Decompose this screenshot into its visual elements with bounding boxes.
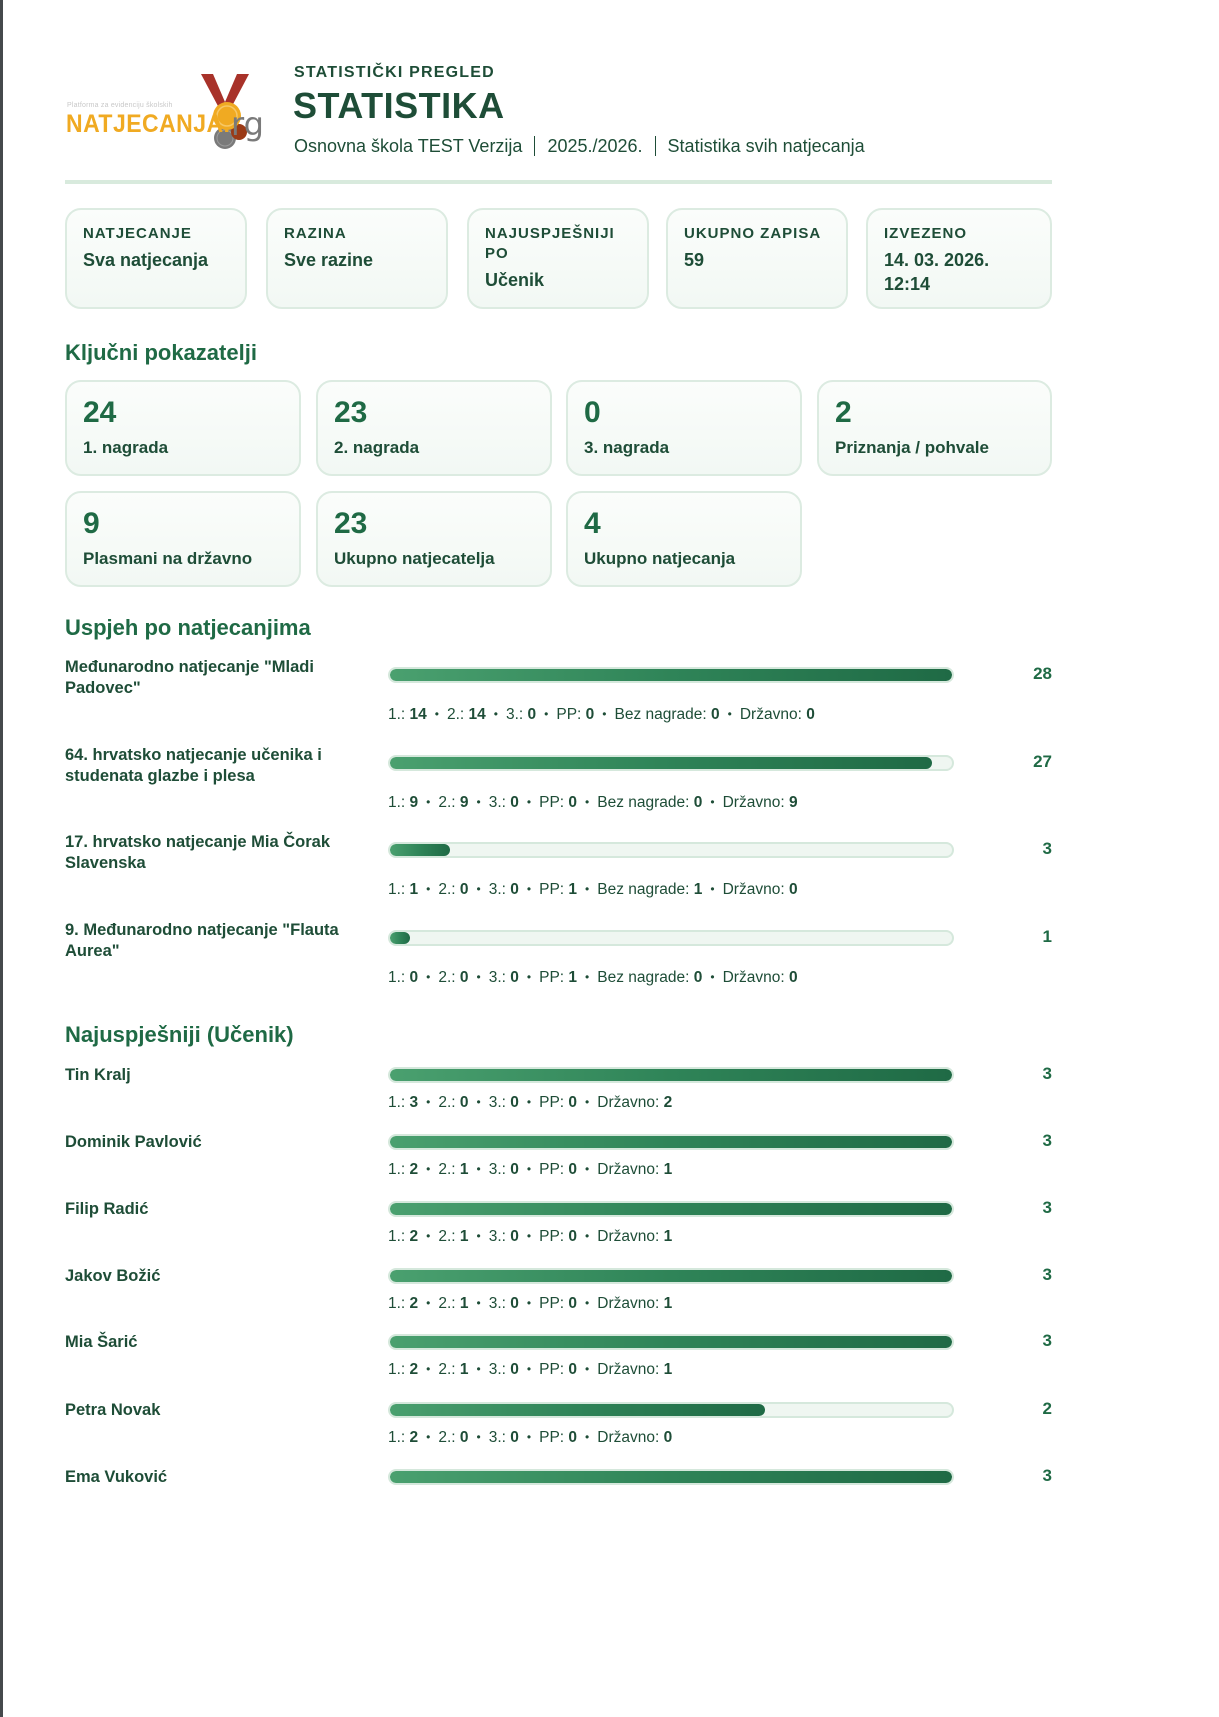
kpi-label: Priznanja / pohvale (835, 438, 989, 457)
stat-value: 0 (510, 1161, 519, 1178)
row-total: 3 (1042, 1064, 1052, 1083)
row-breakdown (388, 969, 798, 987)
row-total: 27 (1033, 752, 1052, 771)
stat-value: 2 (409, 1228, 419, 1245)
stat-value: 1 (568, 881, 578, 898)
row-total: 1 (1042, 927, 1052, 946)
stat-value: 0 (510, 1295, 519, 1312)
stat-label: 3.: (488, 1295, 506, 1312)
stat-label: Bez nagrade: (597, 881, 690, 898)
separator-dot: • (426, 970, 431, 984)
row-breakdown (388, 1228, 672, 1246)
kpi-label: 1. nagrada (83, 438, 169, 457)
progress-fill (390, 1136, 952, 1148)
row-total: 3 (1042, 1331, 1052, 1350)
row-breakdown (388, 1295, 672, 1313)
separator-dot: • (493, 707, 498, 721)
row-breakdown (388, 1094, 672, 1112)
stat-value: 9 (788, 794, 798, 811)
student-row (65, 1065, 1052, 1125)
competitions-section-title: Uspjeh po natjecanjima (65, 615, 311, 640)
divider (655, 136, 656, 156)
separator-dot: • (585, 1162, 590, 1176)
separator-dot: • (476, 1430, 481, 1444)
stat-label: PP: (539, 1161, 565, 1178)
stat-label: 1.: (388, 706, 406, 723)
stat-value: 0 (510, 969, 519, 986)
kpi-label: Ukupno natjecanja (584, 549, 736, 568)
kpi-label: 3. nagrada (584, 438, 670, 457)
stat-label: 3.: (488, 794, 506, 811)
stat-value: 1 (663, 1361, 673, 1378)
progress-fill (390, 757, 932, 769)
stat-label: PP: (539, 1228, 565, 1245)
row-name: Mia Šarić (65, 1333, 138, 1351)
stat-label: 2.: (438, 1094, 456, 1111)
report-header (65, 60, 1052, 170)
kpi-value: 0 (584, 396, 601, 429)
stat-value: 0 (585, 706, 595, 723)
separator-dot: • (710, 970, 715, 984)
row-name: Dominik Pavlović (65, 1133, 202, 1151)
row-name: Filip Radić (65, 1200, 149, 1218)
stat-value: 0 (510, 1429, 519, 1446)
kpi-label: 2. nagrada (334, 438, 420, 457)
stat-value: 2 (409, 1295, 419, 1312)
stat-label: 2.: (438, 1429, 456, 1446)
progress-fill (390, 1471, 952, 1483)
progress-track (388, 930, 954, 946)
student-row (65, 1400, 1052, 1460)
stat-label: 3.: (488, 881, 506, 898)
stat-label: 3.: (488, 969, 506, 986)
row-total: 3 (1042, 1131, 1052, 1150)
meta-label: UKUPNO ZAPISA (684, 225, 822, 242)
separator-dot: • (476, 1095, 481, 1109)
stat-value: 14 (468, 706, 486, 723)
progress-fill (390, 932, 410, 944)
stat-label: 2.: (438, 1161, 456, 1178)
separator-dot: • (426, 882, 431, 896)
stat-label: 2.: (438, 1228, 456, 1245)
row-breakdown (388, 794, 798, 812)
stat-value: 1 (663, 1161, 673, 1178)
stat-value: 0 (510, 794, 519, 811)
row-name: Tin Kralj (65, 1066, 131, 1084)
divider (534, 136, 535, 156)
separator-dot: • (526, 1229, 532, 1243)
row-breakdown (388, 1361, 672, 1379)
stat-label: 1.: (388, 794, 406, 811)
meta-card-level (266, 208, 448, 309)
stat-value: 0 (459, 969, 469, 986)
stat-label: Državno: (722, 969, 785, 986)
stat-value: 0 (568, 1094, 578, 1111)
student-row (65, 1467, 1052, 1527)
stat-label: Državno: (597, 1228, 660, 1245)
stat-label: 2.: (438, 1361, 456, 1378)
stat-value: 1 (409, 881, 419, 898)
separator-dot: • (710, 882, 715, 896)
row-name: Jakov Božić (65, 1267, 161, 1285)
progress-track (388, 842, 954, 858)
header-kicker: STATISTIČKI PREGLED (294, 64, 495, 81)
stat-value: 1 (663, 1228, 673, 1245)
separator-dot: • (585, 1095, 590, 1109)
meta-value: 59 (684, 250, 705, 270)
progress-track (388, 1268, 954, 1284)
stat-label: Državno: (722, 881, 785, 898)
row-name: Petra Novak (65, 1401, 161, 1419)
separator-dot: • (585, 1229, 590, 1243)
separator-dot: • (526, 1162, 532, 1176)
school-year: 2025./2026. (547, 136, 643, 156)
stat-value: 0 (806, 706, 815, 723)
stat-value: 0 (568, 1228, 578, 1245)
row-breakdown (388, 1161, 672, 1179)
stat-value: 0 (693, 794, 703, 811)
stat-value: 0 (459, 1429, 469, 1446)
stat-value: 0 (568, 794, 578, 811)
row-total: 3 (1042, 1198, 1052, 1217)
progress-track (388, 1469, 954, 1485)
stat-value: 2 (409, 1429, 419, 1446)
stat-value: 1 (459, 1361, 469, 1378)
stat-label: 2.: (438, 1295, 456, 1312)
meta-label: NATJECANJE (83, 225, 192, 242)
kpi-value: 9 (83, 507, 100, 540)
kpi-card (316, 380, 552, 476)
kpi-label: Ukupno natjecatelja (334, 549, 495, 568)
stat-label: PP: (556, 706, 582, 723)
meta-label: RAZINA (284, 225, 347, 242)
separator-dot: • (602, 707, 607, 721)
stat-value: 0 (568, 1161, 578, 1178)
filter-summary (65, 208, 1052, 313)
stat-value: 0 (510, 1361, 519, 1378)
separator-dot: • (426, 1095, 431, 1109)
row-name: 17. hrvatsko natjecanje Mia Čorak Slavenska (65, 833, 331, 872)
stat-value: 0 (510, 1228, 519, 1245)
kpi-value: 2 (835, 396, 852, 429)
row-breakdown (388, 706, 815, 724)
row-breakdown (388, 1429, 672, 1447)
separator-dot: • (526, 882, 532, 896)
stat-value: 0 (409, 969, 419, 986)
meta-card-exported (866, 208, 1052, 309)
stat-label: Bez nagrade: (597, 794, 690, 811)
stat-label: 1.: (388, 1094, 406, 1111)
logo-tagline: Platforma za evidenciju školskih (67, 102, 173, 109)
kpi-value: 24 (83, 396, 117, 429)
stat-value: 2 (409, 1161, 419, 1178)
stat-label: 3.: (488, 1161, 506, 1178)
row-breakdown (388, 881, 798, 899)
student-row (65, 1332, 1052, 1392)
stat-value: 0 (527, 706, 537, 723)
separator-dot: • (476, 970, 481, 984)
stat-label: PP: (539, 1295, 565, 1312)
separator-dot: • (426, 1162, 431, 1176)
stat-label: PP: (539, 1361, 565, 1378)
separator-dot: • (476, 795, 481, 809)
kpi-value: 23 (334, 507, 368, 540)
separator-dot: • (526, 1296, 532, 1310)
competition-row (65, 832, 1052, 912)
stat-value: 1 (459, 1295, 469, 1312)
separator-dot: • (476, 1296, 481, 1310)
meta-value: Sva natjecanja (83, 250, 209, 270)
stat-label: 3.: (488, 1429, 506, 1446)
stat-label: Državno: (739, 706, 802, 723)
separator-dot: • (585, 970, 590, 984)
stat-label: Državno: (597, 1094, 660, 1111)
progress-track (388, 1201, 954, 1217)
kpi-value: 23 (334, 396, 368, 429)
progress-track (388, 1334, 954, 1350)
progress-track (388, 1134, 954, 1150)
progress-fill (390, 1270, 952, 1282)
stat-label: Državno: (597, 1161, 660, 1178)
separator-dot: • (526, 795, 532, 809)
stat-value: 0 (459, 881, 469, 898)
kpi-card (65, 380, 301, 476)
header-subtitle (294, 136, 865, 157)
row-total: 2 (1042, 1399, 1052, 1418)
logo-suffix: rg (231, 105, 264, 143)
progress-fill (390, 1069, 952, 1081)
students-section-title: Najuspješniji (Učenik) (65, 1022, 294, 1047)
stat-label: 2.: (447, 706, 465, 723)
kpi-card (65, 491, 301, 587)
student-row (65, 1199, 1052, 1259)
row-total: 3 (1042, 1265, 1052, 1284)
separator-dot: • (585, 795, 590, 809)
stat-value: 0 (693, 969, 703, 986)
separator-dot: • (585, 1362, 590, 1376)
separator-dot: • (426, 1362, 431, 1376)
stat-label: 2.: (438, 881, 456, 898)
separator-dot: • (426, 1430, 431, 1444)
stat-label: 1.: (388, 1161, 406, 1178)
stat-label: 2.: (438, 794, 456, 811)
stat-value: 0 (711, 706, 720, 723)
meta-label: NAJUSPJEŠNIJI PO (485, 225, 615, 262)
stat-value: 0 (510, 881, 519, 898)
progress-track (388, 755, 954, 771)
page-left-edge (0, 0, 3, 1717)
stat-label: Državno: (597, 1429, 660, 1446)
stat-label: PP: (539, 1429, 565, 1446)
student-row (65, 1266, 1052, 1326)
stat-label: 1.: (388, 1429, 406, 1446)
competition-row (65, 920, 1052, 1000)
stat-value: 3 (409, 1094, 419, 1111)
separator-dot: • (426, 795, 431, 809)
row-total: 3 (1042, 839, 1052, 858)
stat-value: 1 (663, 1295, 673, 1312)
separator-dot: • (526, 1095, 532, 1109)
stat-value: 1 (568, 969, 578, 986)
separator-dot: • (526, 970, 532, 984)
stat-label: Državno: (597, 1361, 660, 1378)
stat-value: 0 (663, 1429, 673, 1446)
stat-value: 0 (459, 1094, 469, 1111)
progress-fill (390, 1404, 765, 1416)
progress-fill (390, 1336, 952, 1348)
stat-value: 1 (693, 881, 703, 898)
page-title: STATISTIKA (293, 85, 505, 126)
stat-label: 3.: (488, 1094, 506, 1111)
separator-dot: • (426, 1229, 431, 1243)
separator-dot: • (476, 1362, 481, 1376)
separator-dot: • (526, 1362, 532, 1376)
row-name: 9. Međunarodno natjecanje "Flauta Aurea" (65, 921, 339, 960)
kpi-card (566, 491, 802, 587)
stat-label: 3.: (488, 1361, 506, 1378)
stat-value: 9 (459, 794, 469, 811)
stat-value: 0 (568, 1429, 578, 1446)
row-name: 64. hrvatsko natjecanje učenika i studenata glazbe i plesa (65, 746, 322, 785)
stat-value: 2 (663, 1094, 673, 1111)
stat-label: 1.: (388, 969, 406, 986)
stat-label: 3.: (488, 1228, 506, 1245)
stat-label: Bez nagrade: (597, 969, 690, 986)
separator-dot: • (434, 707, 439, 721)
stat-label: Državno: (722, 794, 785, 811)
stat-label: 1.: (388, 1228, 406, 1245)
kpi-section-title: Ključni pokazatelji (65, 340, 257, 365)
progress-fill (390, 669, 952, 681)
stat-value: 9 (409, 794, 419, 811)
meta-value: Učenik (485, 270, 545, 290)
progress-fill (390, 1203, 952, 1215)
separator-dot: • (526, 1430, 532, 1444)
meta-card-total-records (666, 208, 848, 309)
progress-track (388, 1402, 954, 1418)
meta-value: 14. 03. 2026. 12:14 (884, 250, 990, 294)
separator-dot: • (585, 1296, 590, 1310)
competition-row (65, 657, 1052, 737)
row-total: 3 (1042, 1466, 1052, 1485)
separator-dot: • (544, 707, 549, 721)
separator-dot: • (585, 1430, 590, 1444)
header-divider (65, 180, 1052, 184)
kpi-card (566, 380, 802, 476)
stat-label: PP: (539, 969, 565, 986)
stat-label: 1.: (388, 881, 406, 898)
separator-dot: • (476, 1162, 481, 1176)
stat-label: 3.: (506, 706, 524, 723)
stat-label: 1.: (388, 1295, 406, 1312)
stat-label: PP: (539, 881, 565, 898)
meta-value: Sve razine (284, 250, 374, 270)
logo-wordmark: NATJECANJA. (66, 110, 231, 138)
stat-label: PP: (539, 794, 565, 811)
separator-dot: • (476, 1229, 481, 1243)
progress-track (388, 667, 954, 683)
natjecanja-logo (65, 72, 275, 152)
kpi-card (316, 491, 552, 587)
stat-value: 0 (788, 881, 798, 898)
separator-dot: • (727, 707, 732, 721)
stat-value: 0 (568, 1295, 578, 1312)
stat-value: 0 (510, 1094, 519, 1111)
school-name: Osnovna škola TEST Verzija (294, 136, 523, 156)
stat-value: 14 (409, 706, 427, 723)
kpi-card (817, 380, 1052, 476)
stat-value: 0 (568, 1361, 578, 1378)
stat-value: 1 (459, 1161, 469, 1178)
separator-dot: • (585, 882, 590, 896)
stat-label: 2.: (438, 969, 456, 986)
row-total: 28 (1033, 664, 1052, 683)
separator-dot: • (476, 882, 481, 896)
row-name: Ema Vuković (65, 1468, 168, 1486)
separator-dot: • (426, 1296, 431, 1310)
stat-label: Državno: (597, 1295, 660, 1312)
report-scope: Statistika svih natjecanja (667, 136, 865, 156)
competition-row (65, 745, 1052, 825)
meta-card-competition (65, 208, 247, 309)
separator-dot: • (710, 795, 715, 809)
kpi-label: Plasmani na državno (83, 549, 253, 568)
stat-value: 1 (459, 1228, 469, 1245)
meta-label: IZVEZENO (884, 225, 968, 242)
stat-label: Bez nagrade: (614, 706, 707, 723)
row-name: Međunarodno natjecanje "Mladi Padovec" (65, 658, 314, 697)
progress-fill (390, 844, 450, 856)
student-row (65, 1132, 1052, 1192)
meta-card-best-by (467, 208, 649, 309)
progress-track (388, 1067, 954, 1083)
kpi-value: 4 (584, 507, 601, 540)
stat-value: 0 (788, 969, 798, 986)
stat-label: PP: (539, 1094, 565, 1111)
stat-label: 1.: (388, 1361, 406, 1378)
stat-value: 2 (409, 1361, 419, 1378)
